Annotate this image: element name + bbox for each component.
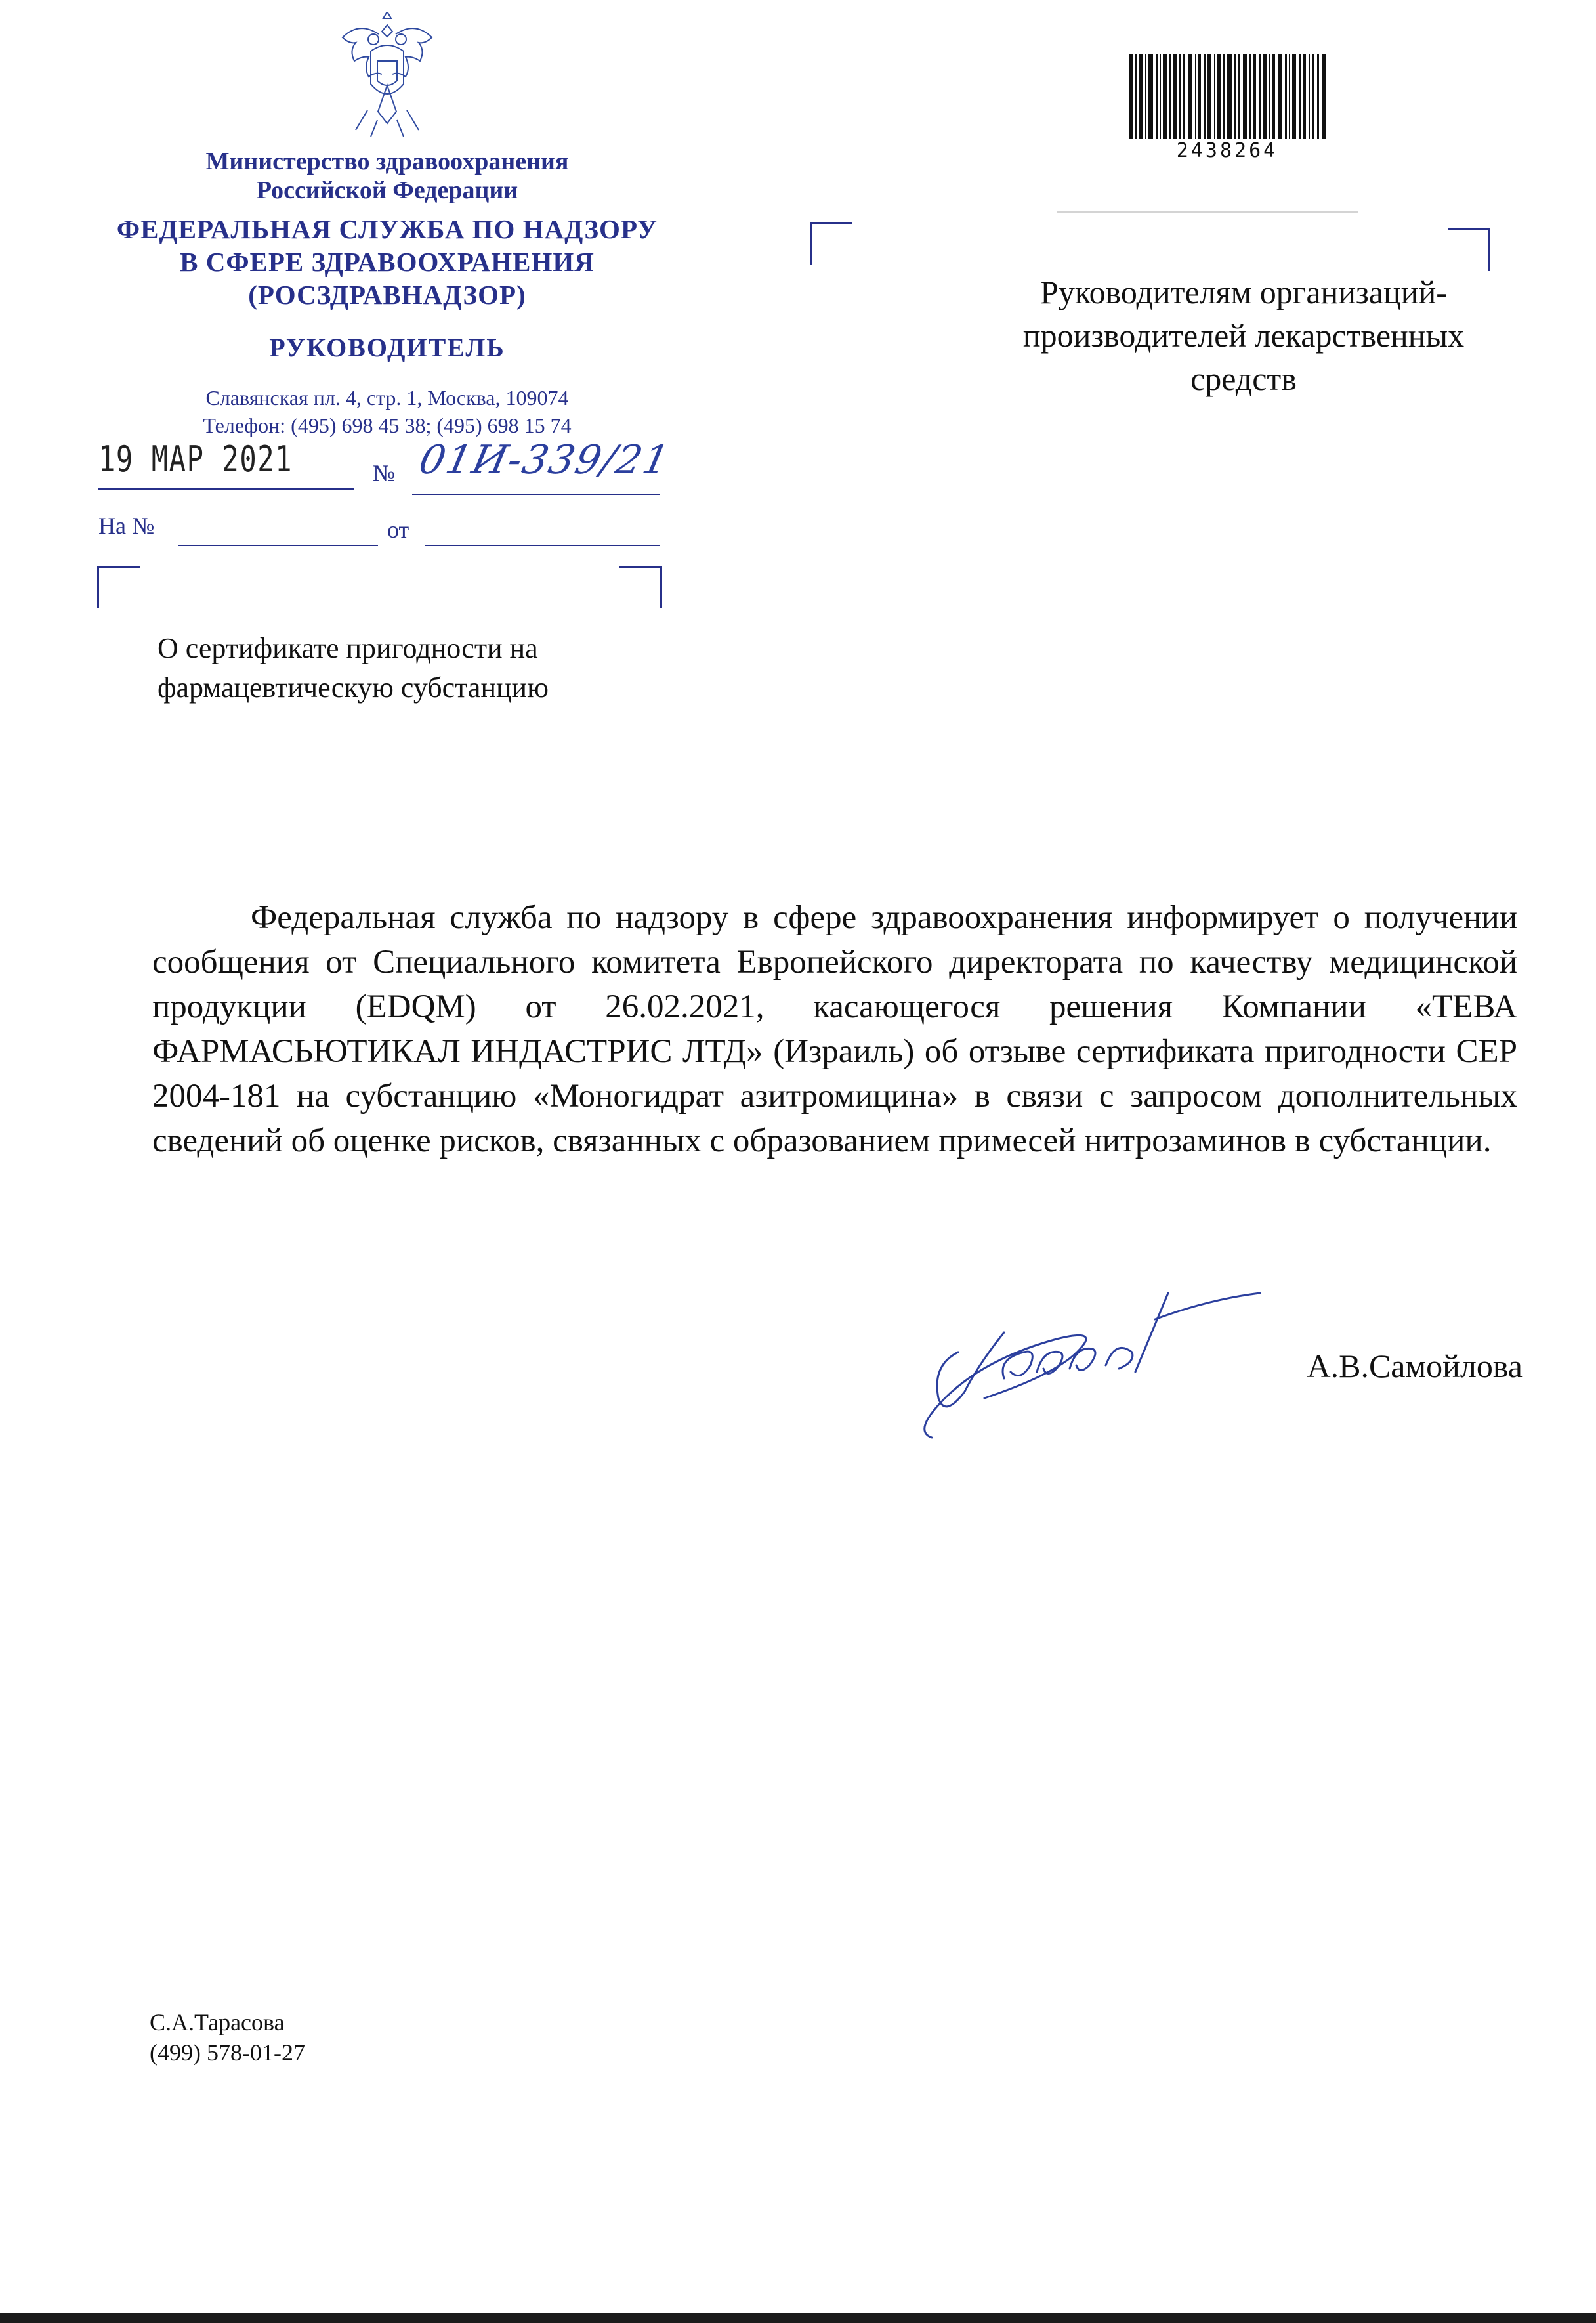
- executor-phone: (499) 578-01-27: [150, 2039, 305, 2066]
- addressee-corner-left: [810, 222, 852, 265]
- addressee-line3: средств: [1190, 360, 1297, 397]
- executor-block: [150, 2007, 305, 2068]
- body-paragraph: Федеральная служба по надзору в сфере здравоохранения информирует о получении сообщения от Специального комитета Европейского директората по качеству медицинской продукции (EDQM) от 26.02.2021, касающегося решения Компании «ТЕВА ФАРМАСЬЮТИКАЛ ИНДАСТРИС ЛТД» (Израиль) об отзыве сертификата пригодности CEP 2004-181 на субстанцию «Моногидрат азитромицина» в связи с запросом дополнительных сведений об оценке рисков, связанных с образованием примесей нитрозаминов в субстанции.: [152, 899, 1517, 1159]
- subject-corner-left: [97, 566, 140, 608]
- addressee-line2: производителей лекарственных: [1022, 317, 1465, 354]
- service-name-line2: В СФЕРЕ ЗДРАВООХРАНЕНИЯ: [180, 247, 595, 277]
- addressee-corner-right: [1448, 228, 1490, 271]
- executor-name: С.А.Тарасова: [150, 2009, 285, 2035]
- number-label: №: [373, 460, 396, 486]
- ministry-name-line1: Министерство здравоохранения: [205, 148, 569, 175]
- ministry-name-line2: Российской Федерации: [256, 177, 518, 204]
- letter-body: [152, 895, 1517, 1163]
- date-stamp: 19 МАР 2021: [98, 438, 293, 480]
- barcode-number: 2438264: [1176, 139, 1278, 162]
- subject-line2: фармацевтическую субстанцию: [158, 671, 549, 704]
- outgoing-number: 01И-339/21: [415, 437, 675, 483]
- addressee-line1: Руководителям организаций-: [1040, 274, 1447, 310]
- barcode-divider: [1057, 211, 1358, 213]
- subject-corner-right: [620, 566, 662, 608]
- reply-from-underline: [425, 545, 660, 546]
- position-title: РУКОВОДИТЕЛЬ: [269, 333, 505, 362]
- subject-line1: О сертификате пригодности на: [158, 632, 538, 664]
- service-name-line1: ФЕДЕРАЛЬНАЯ СЛУЖБА ПО НАДЗОРУ: [116, 214, 658, 244]
- service-name-line3: (РОСЗДРАВНАДЗОР): [248, 280, 526, 310]
- coat-of-arms-icon: [331, 12, 443, 143]
- date-underline: [98, 488, 354, 490]
- scan-bottom-edge: [0, 2313, 1596, 2323]
- addressee-block: [965, 270, 1522, 400]
- signer-name: А.В.Самойлова: [1307, 1348, 1522, 1384]
- reply-number-label: На №: [98, 513, 155, 539]
- organization-address: Славянская пл. 4, стр. 1, Москва, 109074: [205, 386, 569, 410]
- reply-number-underline: [178, 545, 378, 546]
- letter-subject: [158, 629, 682, 708]
- barcode-icon: [1129, 54, 1326, 139]
- signature-icon: [853, 1260, 1273, 1457]
- reply-from-label: от: [387, 517, 410, 543]
- number-underline: [412, 494, 660, 495]
- organization-phone: Телефон: (495) 698 45 38; (495) 698 15 74: [203, 414, 572, 437]
